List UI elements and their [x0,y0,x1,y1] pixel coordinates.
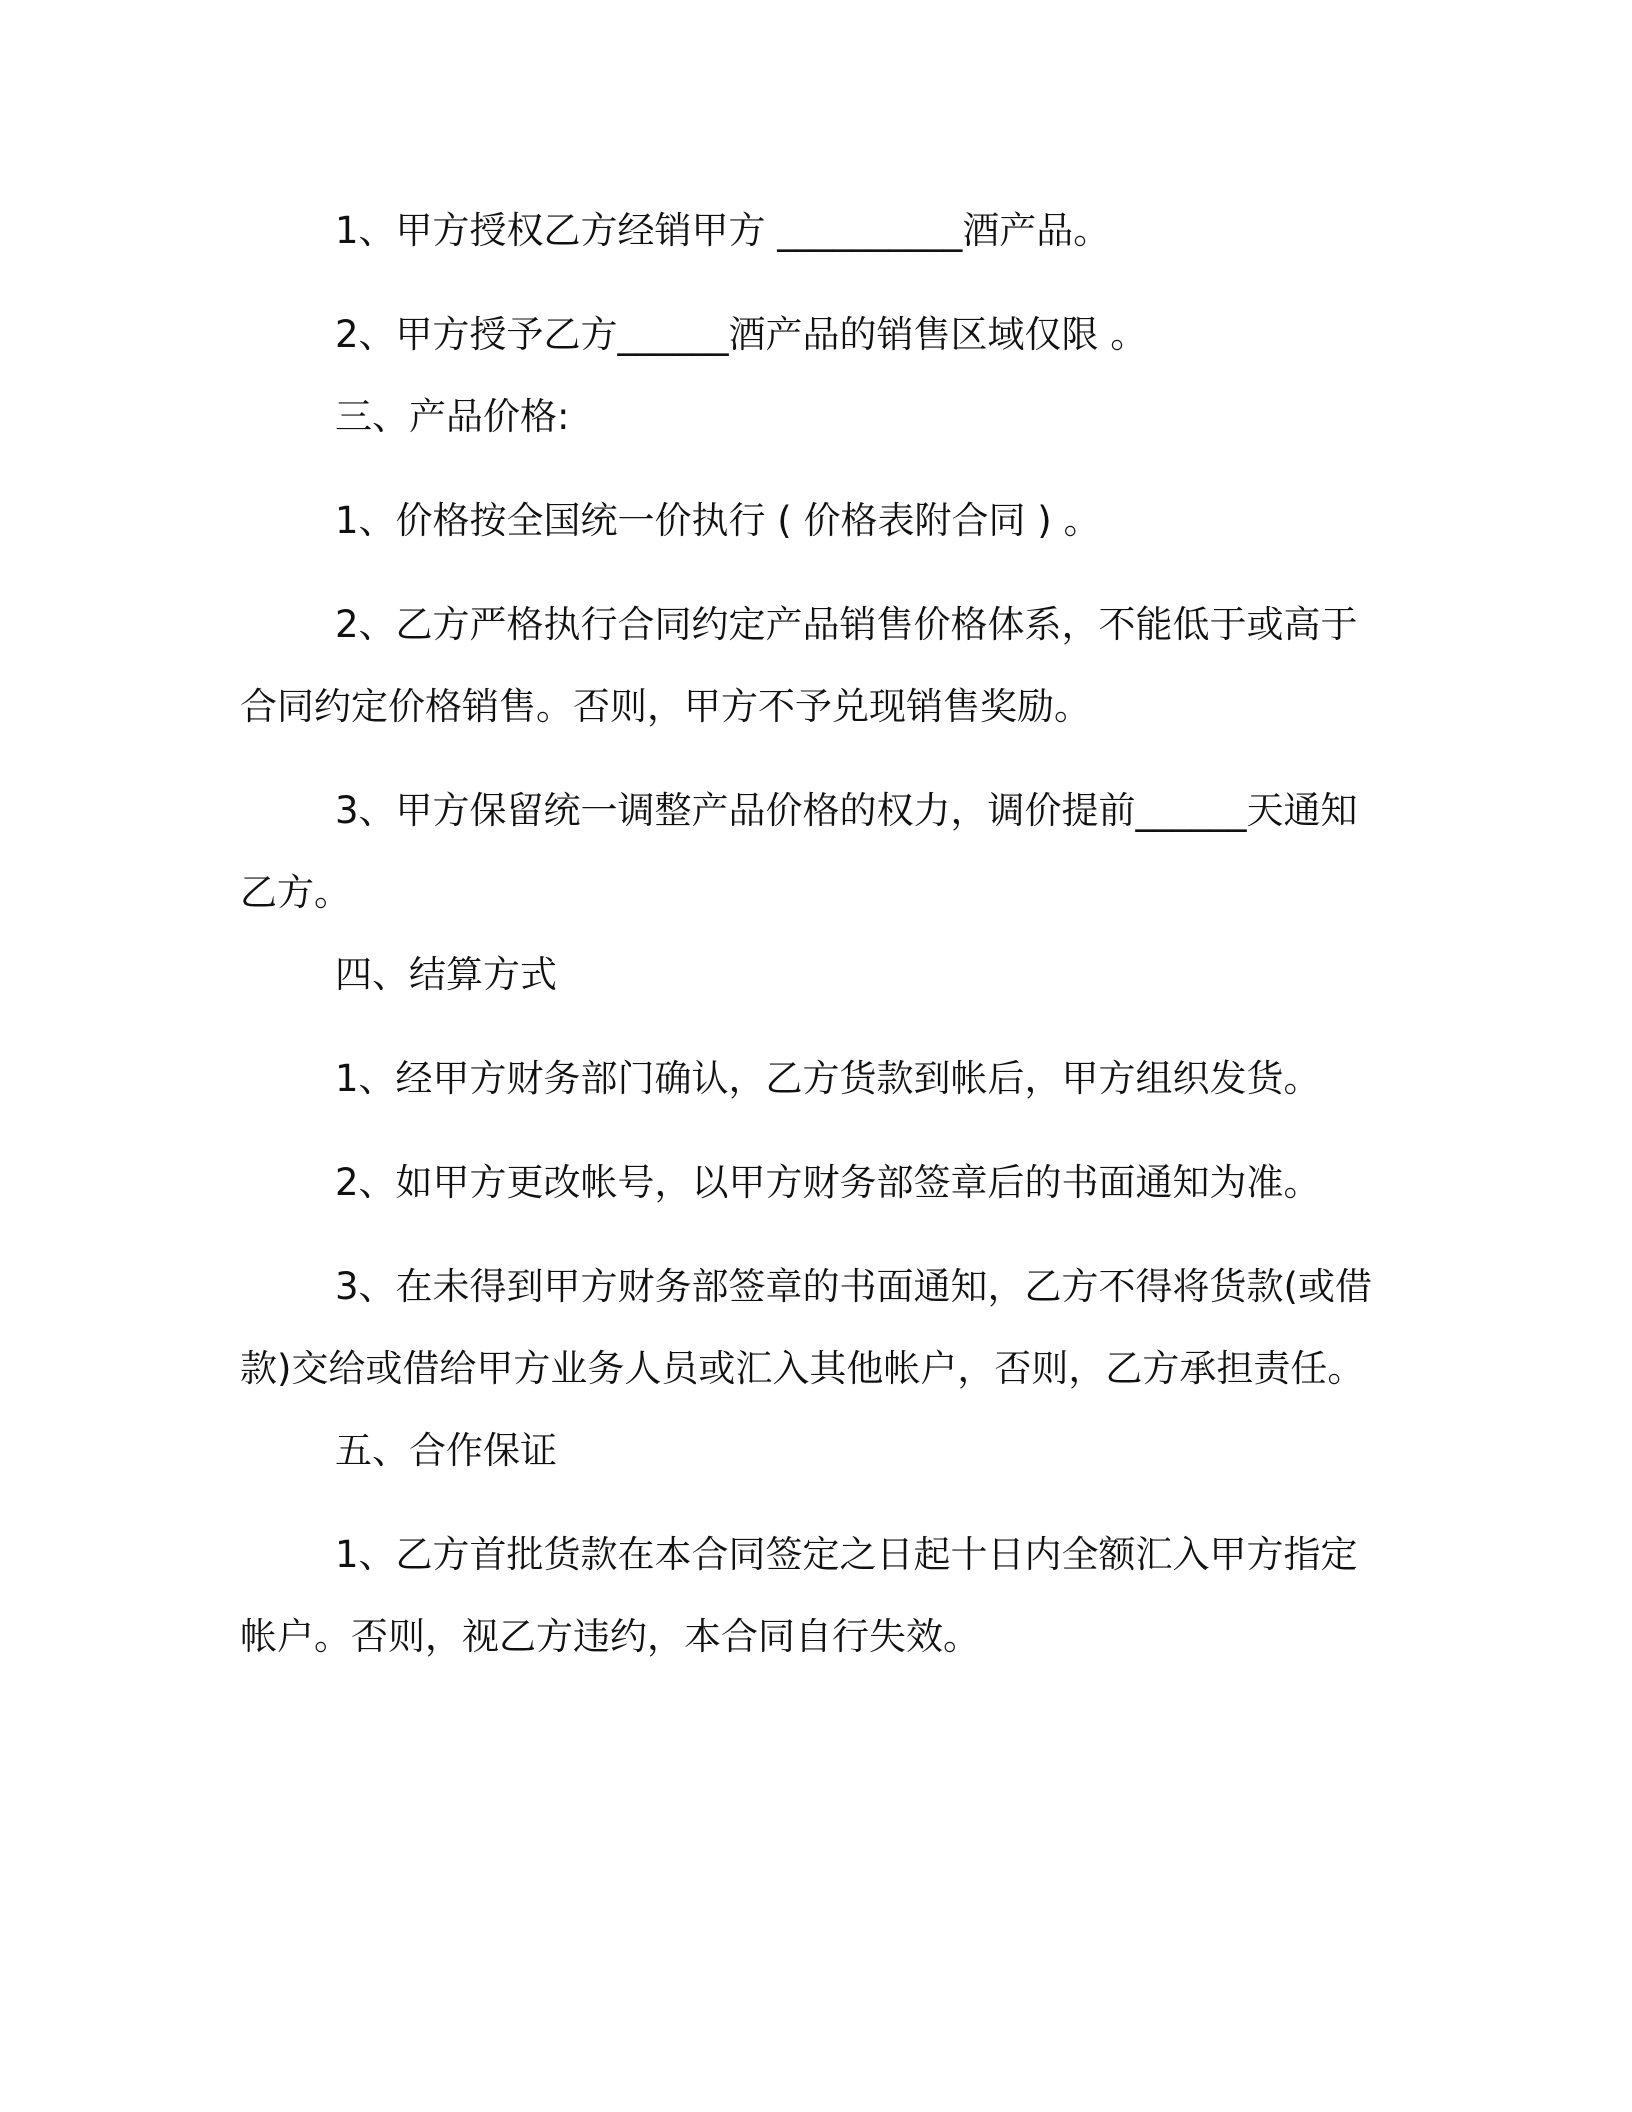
section-heading-settlement: 四、结算方式 [335,953,557,996]
paragraph-price-system: 2、乙方严格执行合同约定产品销售价格体系，不能低于或高于合同约定价格销售。否则，甲方不予兑现销售奖励。 [240,603,1358,728]
paragraph-payment-confirmation: 1、经甲方财务部门确认，乙方货款到帐后，甲方组织发货。 [335,1057,1321,1100]
paragraph-price-adjustment: 3、甲方保留统一调整产品价格的权力，调价提前______天通知乙方。 [240,789,1358,914]
document-body [240,190,1390,1678]
section-heading-product-price: 三、产品价格: [335,395,570,438]
paragraph-account-change: 2、如甲方更改帐号，以甲方财务部签章后的书面通知为准。 [335,1161,1321,1204]
paragraph-first-payment: 1、乙方首批货款在本合同签定之日起十日内全额汇入甲方指定帐户。否则，视乙方违约，本合同自行失效。 [240,1533,1358,1658]
section-heading-cooperation-guarantee: 五、合作保证 [335,1429,557,1472]
paragraph-unified-price: 1、价格按全国统一价执行 ( 价格表附合同 ) 。 [335,499,1101,542]
paragraph-payment-restriction: 3、在未得到甲方财务部签章的书面通知，乙方不得将货款(或借款)交给或借给甲方业务人员或汇入其他帐户，否则，乙方承担责任。 [240,1265,1372,1390]
paragraph-sales-region: 2、甲方授予乙方______酒产品的销售区域仅限 。 [335,313,1148,356]
paragraph-authorization-product: 1、甲方授权乙方经销甲方 __________酒产品。 [335,209,1111,252]
